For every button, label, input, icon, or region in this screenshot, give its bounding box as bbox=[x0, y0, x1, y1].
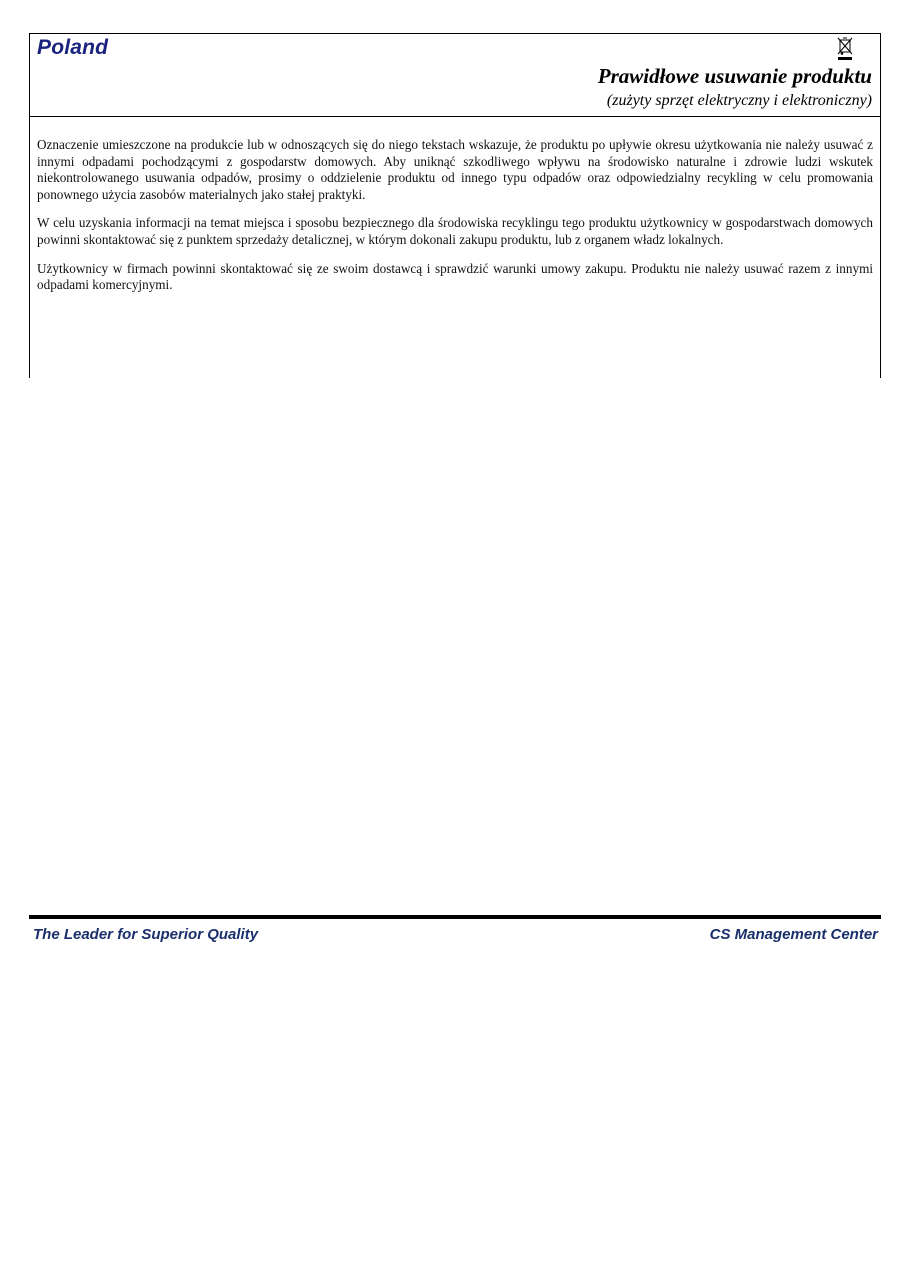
notice-subtitle: (zużyty sprzęt elektryczny i elektroniczny) bbox=[606, 92, 872, 109]
body-paragraph: Użytkownicy w firmach powinni skontaktować się ze swoim dostawcą i sprawdzić warunki umowy zakupu. Produktu nie należy usuwać razem z innymi odpadami komercyjnymi. bbox=[37, 260, 873, 293]
header-divider bbox=[30, 116, 880, 117]
notice-body bbox=[37, 137, 873, 306]
body-paragraph: W celu uzyskania informacji na temat miejsca i sposobu bezpiecznego dla środowiska recyklingu tego produktu użytkownicy w gospodarstwach domowych powinni skontaktować się z punktem sprzedaży detalicznej, w którym dokonali zakupu produktu, lub z organem władz lokalnych. bbox=[37, 215, 873, 247]
footer-divider bbox=[29, 915, 881, 919]
notice-title: Prawidłowe usuwanie produktu bbox=[597, 64, 872, 88]
crossed-out-wheelie-bin-icon bbox=[836, 37, 854, 61]
country-heading: Poland bbox=[37, 36, 109, 59]
footer-tagline: The Leader for Superior Quality bbox=[33, 926, 259, 943]
disposal-notice-box bbox=[29, 33, 881, 378]
body-paragraph: Oznaczenie umieszczone na produkcie lub w odnoszących się do niego tekstach wskazuje, że produktu po upływie okresu użytkowania nie należy usuwać z innymi odpadami pochodzącymi z gospodarstw domowych. Aby uniknąć szkodliwego wpływu na środowisko naturalne i zdrowie ludzi wskutek niekontrolowanego usuwania odpadów, prosimy o oddzielenie produktu od innego typu odpadów oraz odpowiedzialny recykling w celu promowania ponownego użycia zasobów materialnych jako stałej praktyki. bbox=[37, 137, 873, 202]
footer-department: CS Management Center bbox=[709, 926, 878, 943]
